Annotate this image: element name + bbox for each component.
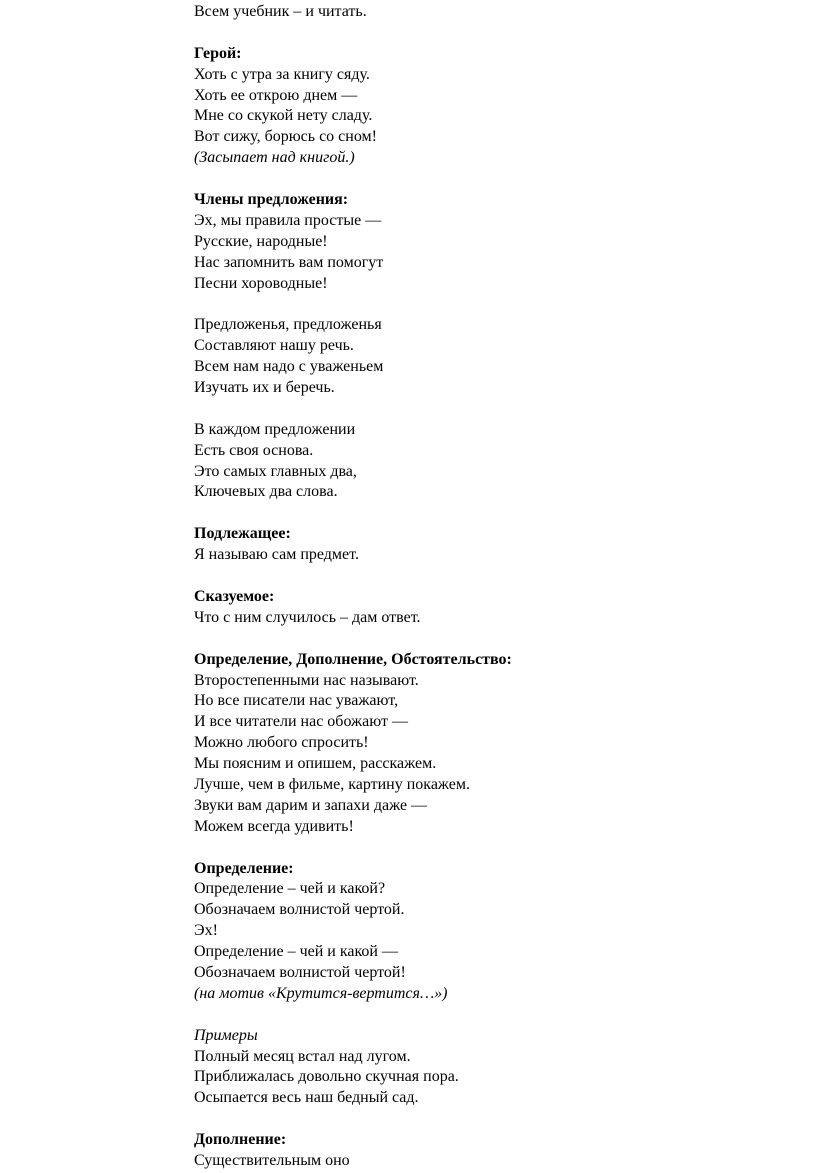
text-line: Можно любого спросить!: [194, 734, 369, 752]
section-heading: Примеры: [194, 1026, 258, 1044]
blank-line: [194, 294, 512, 315]
text-line: Это самых главных два,: [194, 462, 357, 480]
text-line: Русские, народные!: [194, 232, 328, 250]
text-line: Вот сижу, борюсь со сном!: [194, 128, 377, 146]
text-line: Полный месяц встал над лугом.: [194, 1047, 411, 1065]
text-line: Хоть ее открою днем —: [194, 86, 358, 104]
stage-direction: (на мотив «Крутится-вертится…»): [194, 984, 448, 1002]
text-line: Нас запомнить вам помогут: [194, 253, 384, 271]
text-line: Есть своя основа.: [194, 441, 314, 459]
text-line: Эх, мы правила простые —: [194, 211, 382, 229]
speaker-heading: Сказуемое:: [194, 587, 275, 605]
text-line: В каждом предложении: [194, 420, 356, 438]
text-line: Определение – чей и какой?: [194, 880, 386, 898]
text-line: Хоть с утра за книгу сяду.: [194, 65, 370, 83]
blank-line: [194, 169, 512, 190]
blank-line: [194, 629, 512, 650]
stage-direction: (Засыпает над книгой.): [194, 149, 355, 167]
text-line: Всем учебник – и читать.: [194, 3, 367, 20]
speaker-heading: Члены предложения:: [194, 191, 349, 209]
text-line: Изучать их и беречь.: [194, 379, 335, 397]
text-line: Эх!: [194, 922, 218, 940]
speaker-heading: Подлежащее:: [194, 525, 291, 543]
text-line: И все читатели нас обожают —: [194, 713, 408, 731]
text-line: Звуки вам дарим и запахи даже —: [194, 796, 428, 814]
blank-line: [194, 1005, 512, 1026]
text-line: Песни хороводные!: [194, 274, 328, 292]
text-line: Мне со скукой нету сладу.: [194, 107, 373, 125]
speaker-heading: Герой:: [194, 44, 242, 62]
text-line: Можем всегда удивить!: [194, 817, 354, 835]
text-line: Но все писатели нас уважают,: [194, 692, 399, 710]
document-text: [194, 2, 512, 1172]
speaker-heading: Дополнение:: [194, 1131, 287, 1149]
blank-line: [194, 23, 512, 44]
text-line: Я называю сам предмет.: [194, 546, 359, 564]
text-line: Осыпается весь наш бедный сад.: [194, 1089, 419, 1107]
text-line: Лучше, чем в фильме, картину покажем.: [194, 775, 470, 793]
text-line: Ключевых два слова.: [194, 483, 338, 501]
text-line: Что с ним случилось – дам ответ.: [194, 608, 421, 626]
text-line: Второстепенными нас называют.: [194, 671, 419, 689]
blank-line: [194, 838, 512, 859]
text-line: Обозначаем волнистой чертой.: [194, 901, 405, 919]
text-line: Составляют нашу речь.: [194, 337, 354, 355]
text-line: Определение – чей и какой —: [194, 943, 398, 961]
text-line: Существительным оно: [194, 1151, 350, 1169]
blank-line: [194, 1109, 512, 1130]
text-line: Обозначаем волнистой чертой!: [194, 963, 406, 981]
text-line: Приближалась довольно скучная пора.: [194, 1068, 459, 1086]
blank-line: [194, 503, 512, 524]
speaker-heading: Определение, Дополнение, Обстоятельство:: [194, 650, 512, 668]
speaker-heading: Определение:: [194, 859, 294, 877]
text-line: Мы поясним и опишем, расскажем.: [194, 755, 437, 773]
blank-line: [194, 399, 512, 420]
text-line: Предложенья, предложенья: [194, 316, 382, 334]
blank-line: [194, 566, 512, 587]
text-line: Всем нам надо с уваженьем: [194, 358, 384, 376]
